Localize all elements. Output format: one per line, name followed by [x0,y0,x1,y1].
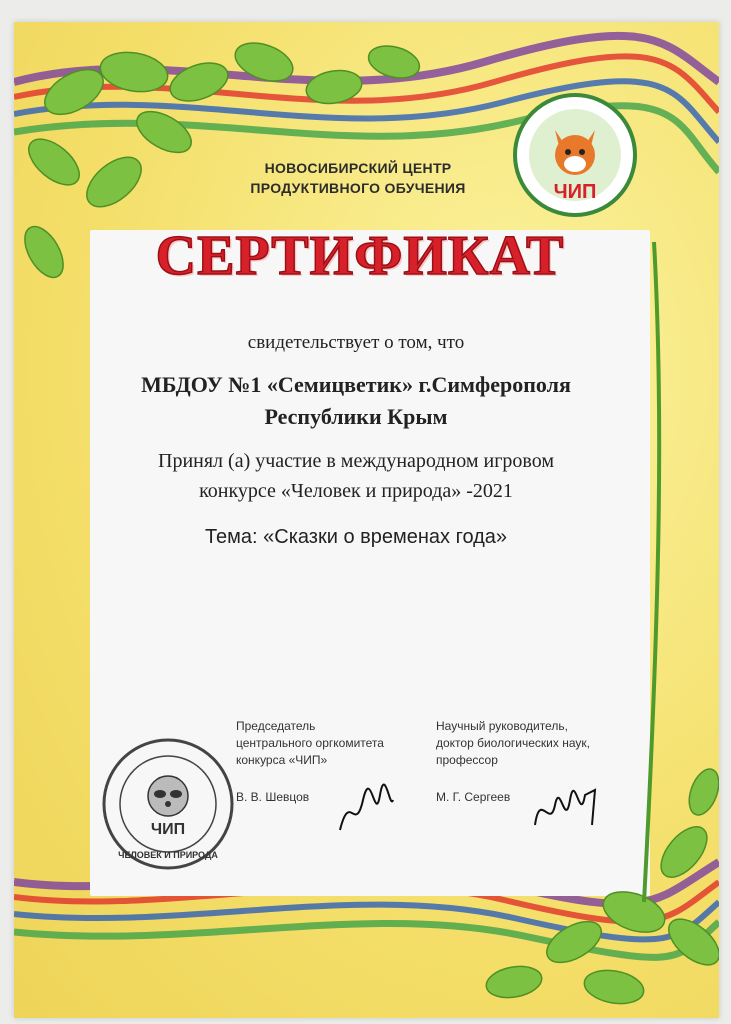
right-signatory-name: М. Г. Сергеев [436,790,511,804]
chip-contest-logo [510,90,640,220]
recipient-region: Республики Крым [264,404,448,429]
body-line-5: конкурсе «Человек и природа» -2021 [199,480,513,502]
left-signature [335,780,395,840]
left-signatory-name: В. В. Шевцов [236,790,310,804]
left-signatory-role [236,718,384,769]
body-line-4: Принял (а) участие в международном игровом [158,450,554,472]
organization-header [208,158,508,198]
right-signature [530,780,610,840]
theme-line: Тема: «Сказки о временах года» [204,526,508,548]
org-line-2: ПРОДУКТИВНОГО ОБУЧЕНИЯ [250,180,466,196]
left-role-line-2: центрального оргкомитета [236,736,384,750]
left-role-line-3: конкурса «ЧИП» [236,753,328,767]
body-line-1: свидетельствует о том, что [247,332,465,353]
right-role-line-2: доктор биологических наук, [436,736,590,750]
certificate-title: СЕРТИФИКАТ [155,225,565,287]
right-signatory-role [436,718,590,769]
left-role-line-1: Председатель [236,719,316,733]
seal-bottom-text: ЧЕЛОВЕК И ПРИРОДА [118,850,218,860]
logo-mark: ЧИП [553,181,597,203]
raccoon-icon [148,776,188,816]
right-role-line-1: Научный руководитель, [436,719,568,733]
seal-mark: ЧИП [150,821,186,838]
recipient-name: МБДОУ №1 «Семицветик» г.Симферополя [141,372,571,397]
organization-seal [98,734,238,874]
org-line-1: НОВОСИБИРСКИЙ ЦЕНТР [264,160,452,176]
right-role-line-3: профессор [436,753,498,767]
